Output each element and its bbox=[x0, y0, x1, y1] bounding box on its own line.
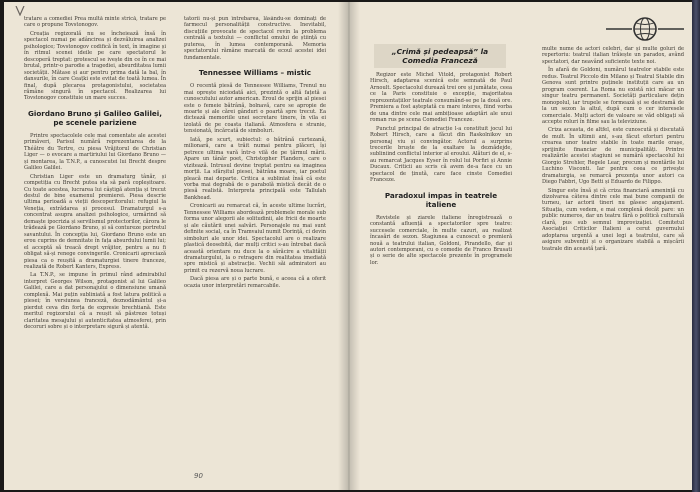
paragraph: Iată, pe scurt, subiectul: o bătrână curtezană, milionară, care a trăit numai pentru plăceri, își petrece ultima vară într-o vilă de pe țărmul mării. Apare un tânăr poet, Christopher Flanders, care o vizitează. Intrusul devine treptat pentru ea imaginea morții. La sfârșitul piesei, bătrâna moare, iar poetul pleacă mai departe. Critica a subliniat însă că este vorba mai degrabă de o parabolă mistică decât de o piesă realistă. Interpreta principală este Tallulah Bankhead. bbox=[184, 136, 326, 201]
heading-box bbox=[374, 44, 506, 68]
paragraph: Cronicarii au remarcat că, în aceste ultime lucrări, Tennessee Williams abordează problemele morale sub forma unor alegorii ale solitudinii, ale fricii de moarte și ale căutării unei salvări. Personajele nu mai sunt definite social, ca în Tramvaiul numit Dorință, ci devin simboluri ale unor idei. Spectacolul are o realizare plastică deosebită, dar mulți critici s-au întrebat dacă această orientare nu duce la o sărăcire a vitalității dramaturgului, la o retragere din realitatea imediată spre mistică și abstracție. Vechii săi admiratori au primit cu rezervă noua lucrare. bbox=[184, 203, 326, 274]
paragraph: O recentă piesă de Tennessee Williams, Trenul nu mai oprește niciodată aici, prezintă o altă fațetă a cunoscutului autor american. Eroul de sprijin al piesei este o femeie bătrână, bolnavă, care se apropie de moarte și ale cărei gânduri o poartă spre trecut. Ea dictează memoriile unei secretare tinere, în vila ei izolată de pe coasta italiană. Atmosfera e stranie, tensionată, încărcată de simboluri. bbox=[184, 83, 326, 135]
page-number: 90 bbox=[194, 472, 203, 480]
left-column-2 bbox=[184, 16, 326, 456]
section-heading: Paradoxul impas în teatrele italiene bbox=[384, 190, 498, 209]
section-heading: Giordano Bruno și Galileo Galilei, pe scenele pariziene bbox=[27, 108, 162, 127]
left-column-1 bbox=[24, 16, 166, 456]
paragraph: tratare a comediei Prea multă minte strică, tratare pe care o propune Tovstonogov. bbox=[24, 16, 166, 29]
paragraph: Creația regizorală nu se încheiează însă în spectacol numai pe adâncirea și dezvăluirea analizei psihologice; Tovstonogov codifică în text, în imagine și în ritmul scenei ideile pe care spectatorul le descoperă treptat: grotescul se ivește din ce în ce mai brutal, printr-o parodie a tragediei, absurditatea lumii societății. Mătase și aur pentru prima dată la bal, în dansurile, în care Ceațki este evitat de toată lumea. În final, după plecarea protagonistului, societatea rămâne singură în spectacol. Realizarea lui Tovstonogov constituie un mare succes. bbox=[24, 30, 166, 102]
right-column-1 bbox=[370, 72, 512, 456]
paragraph: Punctul principal de atracție l-a constituit jocul lui Robert Hirsch, care a făcut din Raskolnikov un personaj viu și convingător. Actorul a surprins trecerile bruște de la exaltare la deznădejde, subliniind conflictul interior al eroului. Alături de el, s-au remarcat Jacques Eyser în rolul lui Porfiri și Annie Ducaux. Criticii au scris că avem de-a face cu un spectacol de ținută, care face cinste Comediei Franceze. bbox=[370, 125, 512, 184]
paragraph: În afară de Goldoni, numărul teatrelor stabile este redus. Teatrul Piccolo din Milano și Teatrul Stabile din Genova sunt printre puținele instituții care au un program coerent. La Roma nu există nici măcar un singur teatru permanent. Societăți particulare dețin monopolul, iar trupele se formează și se destramă de la un sezon la altul, după cum o cer interesele comerciale. Mulți actori de valoare se văd obligați să accepte roluri în filme sau la televiziune. bbox=[542, 67, 684, 125]
paragraph: La T.N.P., se impune în primul rând admirabilul interpret Georges Wilson, protagonist al lui Galileo Galilei, care a dat personajului o dimensiune umană complexă. Mai puțin subliniată a fost latura politică a piesei; în versiunea franceză, deznodământul și-a pierdut ceva din forța de expresie brechtiană. Este meritul regizorului că a reușit să păstreze totuși claritatea mesajului și autenticitatea atmosferei, prin decoruri sobre și o interpretare sigură și atentă. bbox=[24, 272, 166, 331]
paragraph: Regizor este Michel Vitold, protagonist Robert Hirsch, adaptarea scenică este semnată de Paul Arnoult. Spectacolul durează trei ore și jumătate, ceea ce la Paris constituie o excepție, majoritatea reprezentațiilor teatrale consumând-se pe la două ore. Premiera a fost așteptată cu mare interes, fiind vorba de una dintre cele mai ambițioase adaptări ale unui roman rus pe scena Comediei Franceze. bbox=[370, 72, 512, 124]
right-page bbox=[348, 2, 692, 490]
paragraph: tatorii nu-și pun întrebarea, lăsându-se dominați de farmecul personalității constructive. Inevitabil, discuțiile provocate de spectacol revin la problema centrală a textului — conflictul omului de știință cu puterea, în lumea contemporană. Memoria spectatorului rămâne marcată de ecoul acestei idei fundamentale. bbox=[184, 16, 326, 61]
paragraph: Christian Liger este un dramaturg tânăr, și competiția cu Brecht putea sta să pară copleșitoare. Cu toate acestea, lucrarea lui câștigă atenția și trecut destul de bine examenul premierei. Piesa descrie ultima perioadă a vieții descoperitorului: refugiul la Veneția, extrădarea și procesul. Dramaturgul s-a concentrat asupra analizei psihologice, urmărind să demaște ipocrizia și servilismul protectorilor, cărora le trădează pe Giordano Bruno, și să contureze portretul savantului. În concepția lui, Giordano Bruno este un erou cuprins de demnitate în fața absurdului lumii lui; el acceptă să treacă drept vrăjitor, pentru a nu fi obligat să-și renege convingerile. Cronicarii apreciază piesa ca o reușită a dramaturgiei tinere franceze, realizată de Robert Kanters, Express. bbox=[24, 173, 166, 270]
paragraph: Criza aceasta, de altfel, este cunoscută și discutată de mult. În ultimii ani, s-au făcut eforturi pentru crearea unor teatre stabile în toate marile orașe, sprijinite financiar de municipalități. Printre realizările acestei stagiuni se numără spectacolul lui Giorgio Strehler, Regele Lear, precum și montările lui Luchino Visconti. Iar pentru ceea ce privește dramaturgia, se remarcă prezența unor autori ca Diego Fabbri, Ugo Betti și Eduardo de Filippo. bbox=[542, 127, 684, 186]
bookmark-ribbon-icon bbox=[14, 6, 26, 16]
article-heading: „Crimă și pedeapsă” la Comedia Franceză bbox=[391, 47, 489, 65]
paragraph: Printre spectacolele cele mai comentate ale acestei primăveri, Parisul numără reprezentarea de la Théâtre du Tertre, cu piesa Vrăjitorul de Christian Liger — o evocare a martiriului lui Giordano Bruno — și montarea, la T.N.P., a cunoscutei lui Brecht despre Galileo Galilei. bbox=[24, 132, 166, 172]
paragraph: Revistele și ziarele italiene înregistrează o constantă afluență a spectatorilor spre teatre: succesele comerciale, în multe cazuri, au realizat încasări de sezon. Stagiunea a cunoscut o premieră nouă a teatrului italian, Goldoni, Pirandello, dar și autori contemporani, cu o comedie de Franco Brusati și o serie de alte spectacole prezente în programele lor. bbox=[370, 214, 512, 266]
book-gutter bbox=[338, 2, 360, 490]
right-column-2 bbox=[542, 46, 684, 456]
book-cover-edge bbox=[692, 0, 700, 492]
paragraph: multe nume de actori celebri, dar și multe goluri de repertoriu: teatrul italian trăiește un paradox, având spectatori, dar neavând suficiente texte noi. bbox=[542, 46, 684, 65]
section-heading: Tennessee Williams – mistic bbox=[198, 68, 312, 78]
magazine-spread bbox=[4, 2, 692, 490]
paragraph: Singur este însă și că criza financiară amenință cu dizolvarea câteva dintre cele mai bune companii de turneu, iar actorii tineri nu găsesc angajament. Situația, cum vedem, e mai complexă decât pare: un public numeros, dar un teatru fără o politică culturală clară, pus sub semnul improvizației. Comitetul Asociației Criticilor Italieni a cerut guvernului adoptarea urgentă a unei legi a teatrului, care să asigure subvenții și o organizare stabilă a mișcării teatrale din această țară. bbox=[542, 187, 684, 252]
paragraph: Dacă piesa are și o parte bună, e aceea că a oferit ocazia unor interpretări remarcabile. bbox=[184, 276, 326, 289]
globe-emblem-icon bbox=[606, 16, 684, 42]
left-page bbox=[4, 2, 348, 490]
